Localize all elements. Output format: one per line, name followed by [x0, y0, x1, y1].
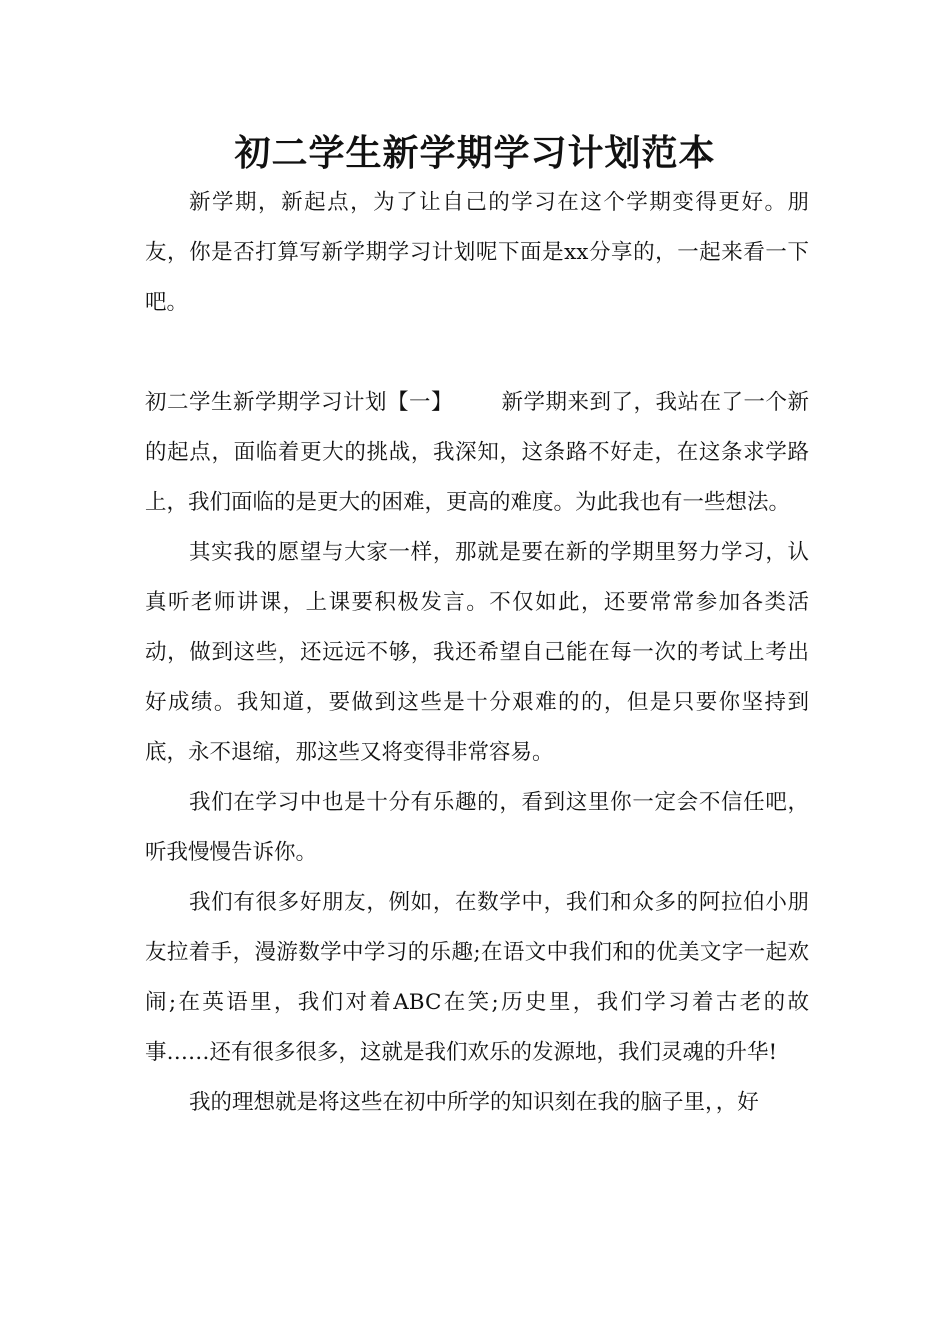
intro-paragraph: 新学期，新起点，为了让自己的学习在这个学期变得更好。朋友，你是否打算写新学期学习计划呢下面是xx分享的，一起来看一下吧。 — [145, 190, 809, 315]
document-body — [145, 178, 809, 1128]
body-paragraph-1: 其实我的愿望与大家一样，那就是要在新的学期里努力学习，认真听老师讲课，上课要积极发言。不仅如此，还要常常参加各类活动，做到这些，还远远不够，我还希望自己能在每一次的考试上考出好成绩。我知道，要做到这些是十分艰难的的，但是只要你坚持到底，永不退缩，那这些又将变得非常容易。 — [145, 540, 809, 765]
section-first-text: 新学期来到了，我站在了一个新的起点，面临着更大的挑战，我深知，这条路不好走，在这条求学路上，我们面临的是更大的困难，更高的难度。为此我也有一些想法。 — [145, 390, 809, 515]
section-first-paragraph — [145, 378, 809, 528]
body-paragraph-2: 我们在学习中也是十分有乐趣的，看到这里你一定会不信任吧，听我慢慢告诉你。 — [145, 790, 809, 865]
body-paragraph-4: 我的理想就是将这些在初中所学的知识刻在我的脑子里，，好 — [189, 1090, 759, 1115]
document-title: 初二学生新学期学习计划范本 — [234, 133, 716, 174]
paragraph-gap — [145, 328, 809, 378]
section-heading: 初二学生新学期学习计划【一】 — [145, 390, 453, 415]
body-paragraph-3: 我们有很多好朋友，例如，在数学中，我们和众多的阿拉伯小朋友拉着手，漫游数学中学习的乐趣;在语文中我们和的优美文字一起欢闹;在英语里，我们对着ABC在笑;历史里，我们学习着古老的故事……还有很多很多，这就是我们欢乐的发源地，我们灵魂的升华! — [145, 890, 809, 1065]
